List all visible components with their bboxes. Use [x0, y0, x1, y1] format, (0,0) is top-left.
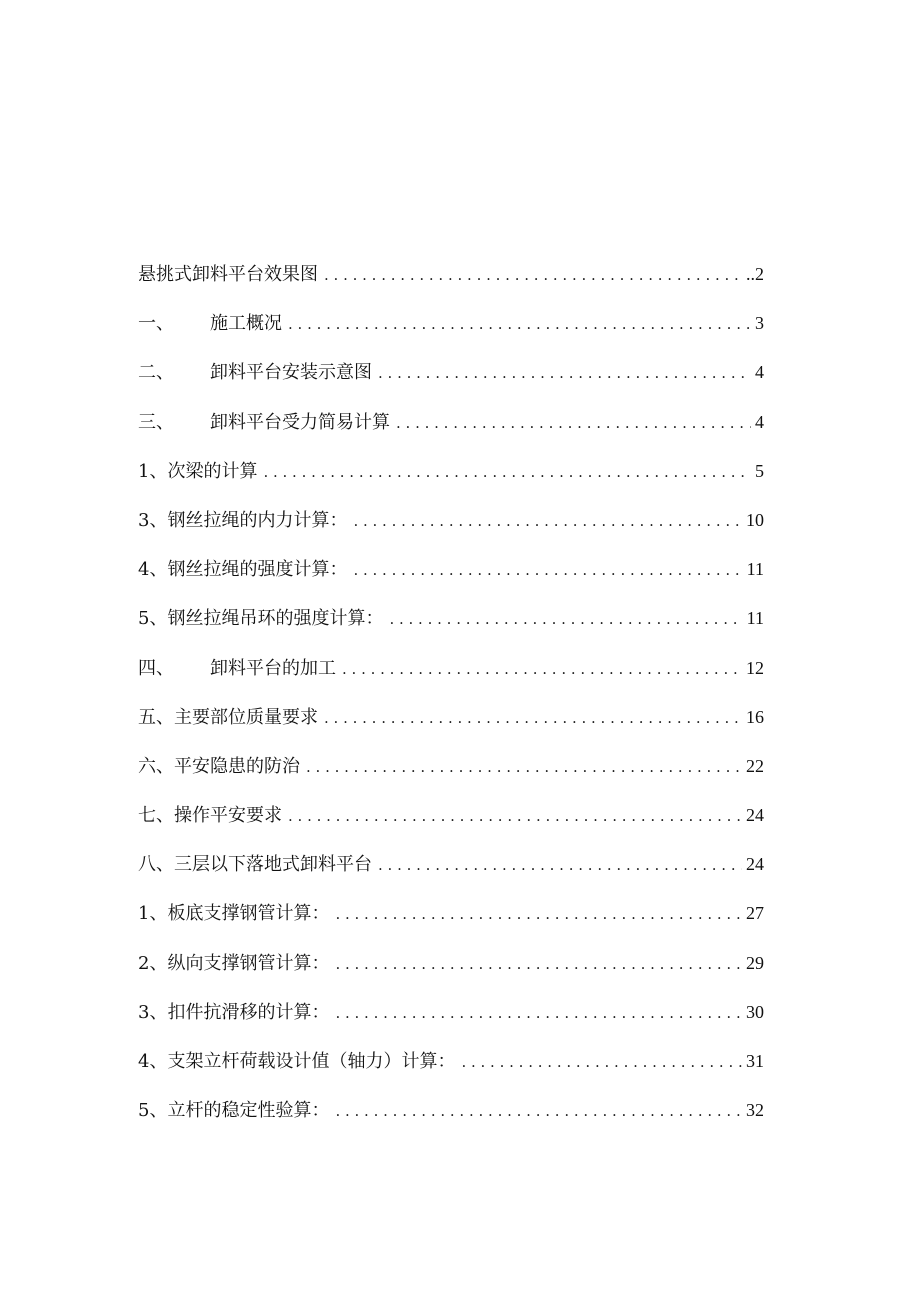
toc-entry-title: 板底支撑钢管计算：	[167, 903, 330, 925]
toc-entry-page: 27	[746, 903, 764, 924]
toc-dot-leader	[461, 1038, 742, 1087]
toc-entry-number: 5、	[138, 1100, 168, 1122]
toc-dot-leader	[353, 497, 742, 546]
toc-entry-page: 12	[746, 657, 764, 678]
toc-entry-title: 钢丝拉绳吊环的强度计算：	[167, 608, 384, 630]
toc-dot-leader	[342, 645, 742, 694]
toc-entry-number: 3、	[138, 509, 168, 531]
toc-dot-leader	[353, 546, 742, 595]
toc-dot-leader	[263, 448, 751, 497]
toc-entry[interactable]	[138, 693, 764, 742]
toc-entry-number: 五、	[138, 706, 174, 728]
toc-entry-number: 5、	[138, 608, 168, 630]
toc-entry-page: 10	[746, 509, 764, 530]
toc-entry-title: 支架立杆荷载设计值（轴力）计算：	[167, 1051, 456, 1072]
toc-entry[interactable]	[138, 939, 764, 988]
toc-entry-title: 操作平安要求	[174, 805, 282, 827]
toc-entry-page: 4	[755, 411, 764, 432]
toc-dot-leader	[335, 989, 742, 1038]
toc-entry-page: 24	[746, 854, 764, 875]
toc-entry-page: 32	[746, 1100, 764, 1121]
toc-entry-number: 七、	[138, 805, 174, 827]
toc-entry[interactable]	[138, 840, 764, 889]
toc-entry-page: 4	[755, 362, 764, 383]
toc-entry[interactable]	[138, 1086, 764, 1135]
toc-dot-leader	[288, 300, 751, 349]
toc-entry-number: 1、	[138, 460, 168, 482]
toc-entry-title: 悬挑式卸料平台效果图	[138, 264, 318, 285]
toc-entry-page: 22	[746, 755, 764, 776]
toc-dot-leader	[288, 792, 742, 841]
toc-entry-title: 钢丝拉绳的内力计算：	[167, 509, 348, 531]
toc-entry[interactable]	[138, 988, 764, 1037]
toc-entry-number: 1、	[138, 903, 168, 925]
toc-entry-page: 5	[755, 460, 764, 481]
toc-entry-page: 11	[746, 559, 764, 580]
toc-entry[interactable]	[138, 742, 764, 791]
toc-dot-leader	[378, 349, 751, 398]
toc-entry-number: 4、	[138, 1051, 168, 1072]
toc-entry-title: 三层以下落地式卸料平台	[174, 854, 372, 876]
toc-dot-leader	[389, 595, 742, 644]
toc-dot-leader	[324, 694, 742, 743]
toc-entry-page: 30	[746, 1001, 764, 1022]
toc-dot-leader	[396, 399, 751, 448]
toc-entry-page: 24	[746, 805, 764, 826]
toc-entry[interactable]	[138, 1037, 764, 1086]
toc-entry[interactable]	[138, 299, 764, 348]
toc-entry-number: 四、	[138, 657, 174, 679]
toc-entry-page: 16	[746, 706, 764, 727]
toc-dot-leader	[335, 940, 742, 989]
toc-entry[interactable]	[138, 889, 764, 938]
toc-dot-leader	[324, 251, 742, 300]
toc-entry[interactable]	[138, 250, 764, 299]
toc-entry-title: 卸料平台的加工	[210, 657, 336, 679]
table-of-contents	[138, 250, 764, 1135]
toc-entry[interactable]	[138, 791, 764, 840]
toc-entry-number: 2、	[138, 952, 168, 974]
toc-entry-number: 一、	[138, 313, 174, 335]
toc-entry-title: 施工概况	[210, 313, 282, 335]
toc-entry-title: 钢丝拉绳的强度计算：	[167, 559, 348, 581]
toc-entry-title: 卸料平台受力简易计算	[210, 411, 390, 433]
toc-entry-number: 三、	[138, 411, 174, 433]
toc-entry-title: 立杆的稳定性验算：	[167, 1100, 330, 1122]
toc-entry-page: ..2	[746, 264, 764, 284]
toc-entry-title: 纵向支撑钢管计算：	[167, 952, 330, 974]
toc-dot-leader	[378, 841, 742, 890]
toc-entry-number: 六、	[138, 755, 174, 777]
toc-entry-number: 二、	[138, 362, 174, 384]
toc-entry[interactable]	[138, 594, 764, 643]
toc-entry-page: 31	[746, 1051, 764, 1071]
toc-entry[interactable]	[138, 348, 764, 397]
toc-entry-page: 3	[755, 313, 764, 334]
toc-entry-number: 八、	[138, 854, 174, 876]
toc-entry-page: 29	[746, 952, 764, 973]
toc-entry-page: 11	[746, 608, 764, 629]
toc-entry[interactable]	[138, 644, 764, 693]
toc-entry-title: 卸料平台安装示意图	[210, 362, 372, 384]
toc-entry-title: 扣件抗滑移的计算：	[167, 1001, 330, 1023]
toc-entry-title: 平安隐患的防治	[174, 755, 300, 777]
toc-entry[interactable]	[138, 545, 764, 594]
toc-dot-leader	[306, 743, 742, 792]
toc-entry[interactable]	[138, 447, 764, 496]
toc-dot-leader	[335, 1087, 742, 1136]
toc-entry-number: 3、	[138, 1001, 168, 1023]
toc-entry[interactable]	[138, 398, 764, 447]
toc-dot-leader	[335, 890, 742, 939]
toc-entry[interactable]	[138, 496, 764, 545]
toc-entry-title: 主要部位质量要求	[174, 706, 318, 728]
toc-entry-number: 4、	[138, 559, 168, 581]
toc-entry-title: 次梁的计算	[167, 460, 258, 482]
